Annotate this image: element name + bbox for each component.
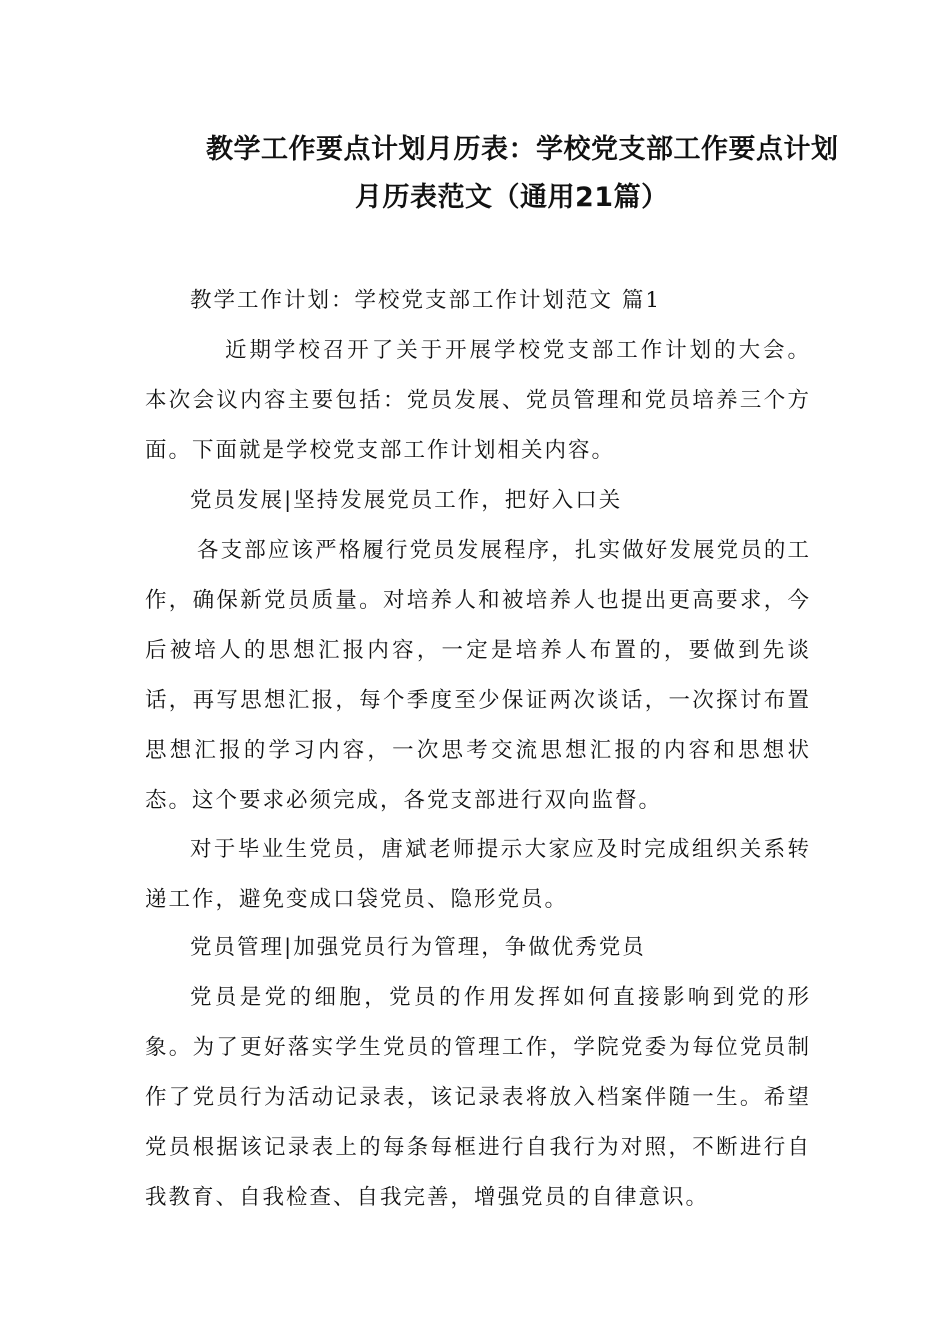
document-title-line-1: 教学工作要点计划月历表：学校党支部工作要点计划 — [206, 134, 839, 165]
subheading-party-development: 党员发展|坚持发展党员工作，把好入口关 — [190, 488, 623, 513]
paragraph-intro: 近期学校召开了关于开展学校党支部工作计划的大会。本次会议内容主要包括：党员发展、党员管理和党员培养三个方面。下面就是学校党支部工作计划相关内容。 — [145, 338, 811, 463]
section-heading: 教学工作计划：学校党支部工作计划范文 篇1 — [190, 288, 662, 313]
paragraph-development-detail: 各支部应该严格履行党员发展程序，扎实做好发展党员的工作，确保新党员质量。对培养人和被培养人也提出更高要求，今后被培人的思想汇报内容，一定是培养人布置的，要做到先谈话，再写思想汇报，每个季度至少保证两次谈话，一次探讨布置思想汇报的学习内容，一次思考交流思想汇报的内容和思想状态。这个要求必须完成，各党支部进行双向监督。 — [145, 538, 811, 813]
paragraph-graduate-members: 对于毕业生党员，唐斌老师提示大家应及时完成组织关系转递工作，避免变成口袋党员、隐形党员。 — [145, 837, 811, 912]
subheading-party-management: 党员管理|加强党员行为管理，争做优秀党员 — [190, 935, 646, 960]
document-title-line-2: 月历表范文（通用21篇） — [355, 182, 669, 213]
paragraph-management-detail: 党员是党的细胞，党员的作用发挥如何直接影响到党的形象。为了更好落实学生党员的管理工作，学院党委为每位党员制作了党员行为活动记录表，该记录表将放入档案伴随一生。希望党员根据该记录表上的每条每框进行自我行为对照，不断进行自我教育、自我检查、自我完善，增强党员的自律意识。 — [145, 985, 811, 1210]
